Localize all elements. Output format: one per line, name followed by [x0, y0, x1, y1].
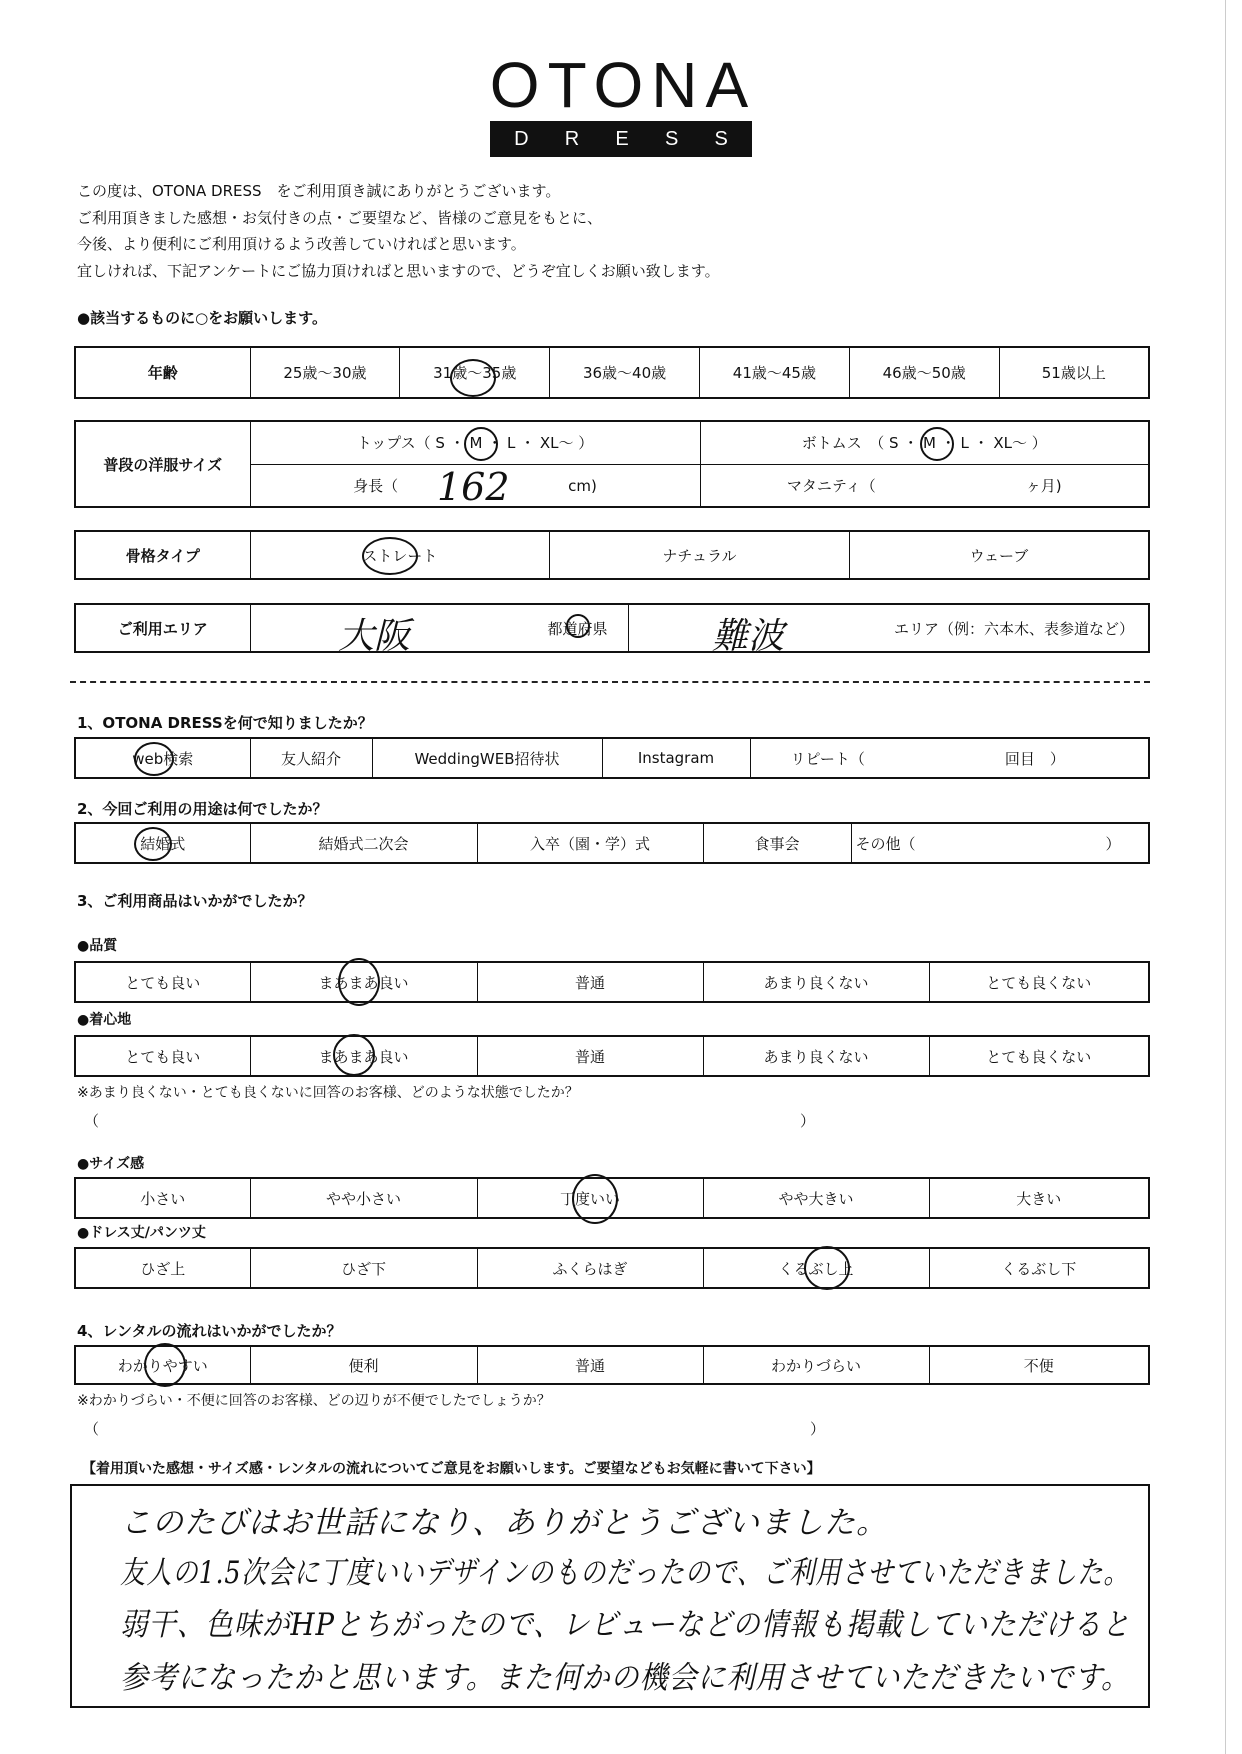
instruction: ●該当するものに○をお願いします。 — [77, 309, 327, 327]
size-label: 普段の洋服サイズ — [75, 421, 250, 507]
age-label: 年齢 — [75, 347, 250, 398]
body-type-option[interactable]: ウェーブ — [849, 531, 1149, 579]
intro-line: 宜しければ、下記アンケートにご協力頂ければと思いますので、どうぞ宜しくお願い致します。 — [77, 261, 720, 280]
comfort-option[interactable]: あまり良くない — [703, 1036, 929, 1076]
q1-repeat-count: 回目 ） — [1004, 749, 1065, 768]
area-label: ご利用エリア — [75, 604, 250, 652]
q1-table — [74, 737, 1150, 779]
age-option[interactable]: 51歳以上 — [999, 347, 1149, 398]
size-feel-option[interactable]: 小さい — [75, 1178, 250, 1218]
selection-circle — [804, 1246, 850, 1290]
height-unit: cm) — [568, 476, 597, 495]
body-type-option[interactable]: ストレート — [250, 531, 550, 579]
comfort-label: ●着心地 — [77, 1012, 132, 1028]
paren-close: ） — [800, 1112, 816, 1130]
body-type-label: 骨格タイプ — [75, 531, 250, 579]
handwritten-area: 難波 — [712, 616, 785, 657]
comfort-option[interactable]: とても良い — [75, 1036, 250, 1076]
comment-line: このたびはお世話になり、ありがとうございました。 — [120, 1505, 888, 1541]
length-option[interactable]: くるぶし上 — [703, 1248, 929, 1288]
size-feel-label: ●サイズ感 — [77, 1156, 145, 1172]
size-table — [74, 420, 1150, 508]
q4-option[interactable]: 不便 — [929, 1346, 1149, 1384]
q4-option[interactable]: わかりづらい — [703, 1346, 929, 1384]
q4-option[interactable]: 普通 — [477, 1346, 703, 1384]
q2-option[interactable]: 入卒（園・学）式 — [477, 823, 703, 863]
intro-line: この度は、OTONA DRESS をご利用頂き誠にありがとうございます。 — [77, 182, 561, 200]
age-option[interactable]: 41歳～45歳 — [699, 347, 849, 398]
bottoms-size[interactable]: ボトムス （ S ・ M ・ L ・ XL～ ） — [700, 421, 1149, 464]
bad-quality-note: ※あまり良くない・とても良くないに回答のお客様、どのような状態でしたか？ — [77, 1085, 579, 1101]
length-option[interactable]: ひざ下 — [250, 1248, 477, 1288]
q1-option[interactable]: web検索 — [75, 738, 250, 778]
logo-letter: S — [714, 127, 728, 150]
area-table — [74, 603, 1150, 653]
tops-size[interactable]: トップス（ S ・ M ・ L ・ XL～ ） — [250, 421, 700, 464]
q1-repeat-label: リピート（ — [790, 749, 865, 768]
q4-title: 4、レンタルの流れはいかがでしたか？ — [77, 1322, 342, 1340]
handwritten-height: 162 — [437, 465, 510, 509]
paren-open: （ — [84, 1112, 100, 1130]
paren-close: ） — [810, 1420, 826, 1438]
intro-line: 今後、より便利にご利用頂けるよう改善していければと思います。 — [77, 235, 526, 253]
selection-circle — [338, 958, 380, 1006]
dress-length-table — [74, 1247, 1150, 1289]
q2-other-label: その他（ — [855, 834, 916, 853]
quality-label: ●品質 — [77, 938, 118, 954]
brand-logo-sub — [490, 121, 752, 157]
paren-open: （ — [84, 1420, 100, 1438]
page-edge-line — [1225, 0, 1229, 1754]
q1-option[interactable]: 友人紹介 — [250, 738, 372, 778]
age-option[interactable]: 25歳～30歳 — [250, 347, 400, 398]
maternity-field[interactable] — [700, 464, 1149, 507]
selection-circle — [450, 359, 496, 397]
logo-letter: R — [564, 127, 580, 150]
q2-table — [74, 822, 1150, 864]
q4-option[interactable]: 便利 — [250, 1346, 477, 1384]
q1-repeat[interactable] — [750, 738, 1149, 778]
age-option[interactable]: 46歳～50歳 — [849, 347, 999, 398]
body-type-option[interactable]: ナチュラル — [550, 531, 850, 579]
selection-circle — [920, 427, 954, 461]
age-option[interactable]: 36歳～40歳 — [550, 347, 700, 398]
comfort-table — [74, 1035, 1150, 1077]
comfort-option[interactable]: 普通 — [477, 1036, 703, 1076]
quality-option[interactable]: とても良い — [75, 962, 250, 1002]
size-feel-option[interactable]: 丁度いい — [477, 1178, 703, 1218]
q2-title: 2、今回ご利用の用途は何でしたか？ — [77, 800, 328, 818]
comfort-option[interactable]: まあまあ良い — [250, 1036, 477, 1076]
quality-table — [74, 961, 1150, 1003]
area-field[interactable] — [628, 604, 1149, 652]
q2-option[interactable]: 結婚式 — [75, 823, 250, 863]
size-feel-option[interactable]: やや小さい — [250, 1178, 477, 1218]
size-feel-option[interactable]: やや大きい — [703, 1178, 929, 1218]
dress-length-label: ●ドレス丈/パンツ丈 — [77, 1225, 206, 1241]
selection-circle — [464, 427, 498, 461]
length-option[interactable]: ふくらはぎ — [477, 1248, 703, 1288]
comfort-option[interactable]: とても良くない — [929, 1036, 1149, 1076]
selection-circle — [134, 742, 174, 776]
brand-logo: OTONA — [489, 49, 757, 121]
height-label: 身長（ — [353, 476, 399, 495]
prefecture-suffix: 都道府県 — [547, 619, 608, 638]
age-option[interactable]: 31歳～35歳 — [400, 347, 550, 398]
age-table — [74, 346, 1150, 399]
selection-circle — [134, 827, 172, 861]
selection-circle — [362, 537, 418, 575]
q2-other-close: ） — [1105, 834, 1121, 853]
comment-line: 参考になったかと思います。また何かの機会に利用させていただきたいです。 — [120, 1660, 1131, 1696]
handwritten-prefecture: 大阪 — [338, 616, 411, 657]
size-feel-option[interactable]: 大きい — [929, 1178, 1149, 1218]
quality-option[interactable]: まあまあ良い — [250, 962, 477, 1002]
comment-title: 【着用頂いた感想・サイズ感・レンタルの流れについてご意見をお願いします。ご要望などもお気軽に書いて下さい】 — [82, 1461, 821, 1477]
length-option[interactable]: くるぶし下 — [929, 1248, 1149, 1288]
quality-option[interactable]: とても良くない — [929, 962, 1149, 1002]
maternity-label: マタニティ（ — [786, 476, 876, 495]
q2-option[interactable]: 食事会 — [703, 823, 851, 863]
q2-other[interactable] — [851, 823, 1149, 863]
intro-text — [77, 178, 720, 284]
q4-bad-note: ※わかりづらい・不便に回答のお客様、どの辺りが不便でしたでしょうか？ — [77, 1393, 551, 1409]
q1-title: 1、OTONA DRESSを何で知りましたか？ — [77, 714, 373, 732]
comment-line: 友人の1.5次会に丁度いいデザインのものだったので、ご利用させていただきました。 — [120, 1555, 1130, 1591]
logo-letter: S — [664, 127, 679, 150]
q1-option[interactable]: WeddingWEB招待状 — [372, 738, 602, 778]
length-option[interactable]: ひざ上 — [75, 1248, 250, 1288]
area-hint: エリア（例：六本木、表参道など） — [893, 619, 1134, 638]
selection-circle — [144, 1343, 186, 1387]
quality-option[interactable]: 普通 — [477, 962, 703, 1002]
q2-option[interactable]: 結婚式二次会 — [250, 823, 477, 863]
q1-option[interactable]: Instagram — [602, 738, 750, 778]
selection-circle — [333, 1034, 375, 1076]
logo-letter: D — [514, 127, 529, 150]
selection-circle — [572, 1174, 618, 1224]
comment-line: 弱干、色味がHPとちがったので、レビューなどの情報も掲載していただけると — [120, 1607, 1131, 1643]
quality-option[interactable]: あまり良くない — [703, 962, 929, 1002]
selection-circle — [566, 614, 590, 638]
maternity-unit: ヶ月) — [1025, 476, 1062, 495]
intro-line: ご利用頂きました感想・お気付きの点・ご要望など、皆様のご意見をもとに、 — [77, 208, 603, 227]
q3-title: 3、ご利用商品はいかがでしたか？ — [77, 892, 313, 910]
q4-option[interactable]: わかりやすい — [75, 1346, 250, 1384]
body-type-table — [74, 530, 1150, 580]
divider — [70, 681, 1150, 683]
logo-letter: E — [615, 127, 629, 150]
q4-table — [74, 1345, 1150, 1385]
